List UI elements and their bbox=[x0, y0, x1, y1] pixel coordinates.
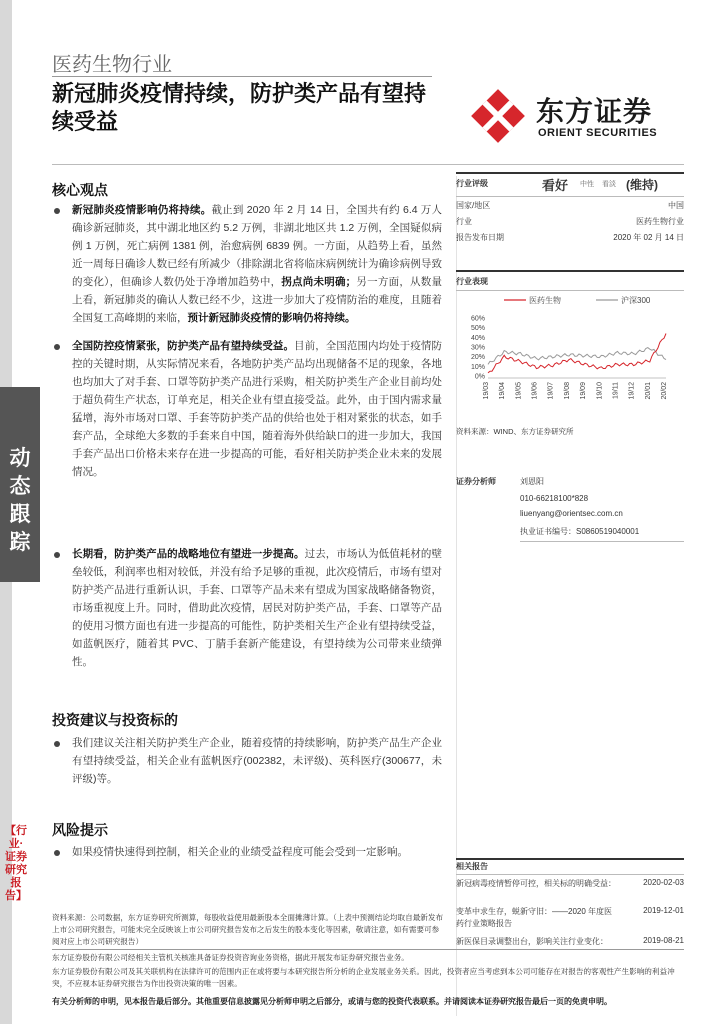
related-title[interactable]: 新冠病毒疫情暂停可控，相关标的明确受益： bbox=[456, 879, 616, 888]
x-tick-label: 19/11 bbox=[612, 382, 620, 399]
bullet-icon bbox=[54, 741, 60, 747]
core-paragraph-1 bbox=[72, 201, 442, 327]
analyst-label: 证券分析师 bbox=[456, 477, 496, 486]
chart-legend bbox=[504, 295, 651, 305]
y-tick-label: 60% bbox=[470, 315, 485, 323]
invest-heading: 投资建议与投资标的 bbox=[52, 712, 178, 728]
related-title[interactable]: 新医保目录调整出台，影响关注行业变化： bbox=[456, 937, 608, 946]
x-tick-label: 19/10 bbox=[596, 382, 604, 400]
rating-maintain: (维持) bbox=[626, 178, 658, 192]
related-divider bbox=[456, 874, 684, 875]
sector-rule bbox=[52, 76, 432, 77]
core-paragraph-2 bbox=[72, 337, 442, 481]
p2-lead: 全国防控疫情紧张，防护类产品有望持续受益。 bbox=[72, 340, 295, 352]
disclaimer-line-1: 东方证券股份有限公司经相关主管机关核准具备证券投资咨询业务资格，据此开展发布证券研究报告业务。 bbox=[52, 953, 409, 962]
legend-label: 沪深300 bbox=[621, 296, 651, 305]
p1-body-2: 另一方面，从数量上看，新冠肺炎的确认人数已经不少，这进一步加大了疫情防治的难度，且随着全国复工高峰期的来临， bbox=[72, 276, 443, 324]
x-tick-label: 19/03 bbox=[483, 382, 490, 400]
sidebar-char: 跟 bbox=[9, 503, 31, 526]
disclaimer-line-2: 东方证券股份有限公司及其关联机构在法律许可的范围内正在或将要与本研究报告所分析的企业发展业务关系。因此，投资者应当考虑到本公司可能存在对报告的客观性产生影响的利益冲突，不应视本证券研究报告为作出投资决策的唯一因素。 bbox=[52, 967, 675, 988]
related-date: 2020-02-03 bbox=[643, 878, 684, 887]
related-item[interactable] bbox=[456, 936, 684, 948]
x-tick-label: 19/12 bbox=[628, 382, 636, 400]
core-paragraph-3 bbox=[72, 545, 442, 671]
chart-y-axis bbox=[471, 316, 666, 381]
risk-heading: 风险提示 bbox=[52, 822, 108, 838]
chart-x-axis bbox=[483, 382, 668, 400]
x-tick-label: 20/02 bbox=[661, 382, 668, 400]
p1-body: 截止到 2020 年 2 月 14 日，全国共有约 6.4 万人确诊新冠肺炎，其中湖北地区约 5.2 万例，非湖北地区共 1.2 万例，全国疑似病例 1 万例，死亡病例 1381 例，治愈病例 6839 例。一方面，从趋势上看，虽然近一周每日确诊人数已经有所减少（排除湖北省将临床病例统计为确诊病例导致的变化），但确诊人数仍处于净增加趋势中， bbox=[72, 204, 443, 288]
p3-lead: 长期看，防护类产品的战略地位有望进一步提高。 bbox=[72, 548, 305, 560]
rating-info-table bbox=[456, 200, 684, 250]
chart-series bbox=[488, 334, 666, 373]
info-value: 中国 bbox=[668, 201, 684, 210]
related-list bbox=[456, 878, 684, 948]
info-row bbox=[456, 232, 684, 243]
x-tick-label: 19/09 bbox=[580, 382, 588, 400]
analyst-phone: 010-66218100*828 bbox=[520, 494, 589, 503]
p2-body: 目前，全国范围内均处于疫情防控的关键时期，从实际情况来看，各地防护类产品均出现储备不足的现象，各地也均加大了对手套、口罩等防护类产品进行采购，相关防护类生产企业目前均处于超负荷生产状态，订单充足，相关企业有望直接受益。此外，由于国内需求量猛增，海外市场对口罩、手套等防护类产品的供给也处于相对紧张的状态，如手套产品，全球绝大多数的手套来自中国，随着海外供给缺口的进一步加大，我国手套产品出口价格未来存在进一步提高的可能，看好相关防护类企业未来的发展情况。 bbox=[72, 340, 443, 478]
sector-title: 医药生物行业 bbox=[52, 54, 172, 76]
y-tick-label: 20% bbox=[470, 354, 485, 362]
rating-label: 行业评级 bbox=[456, 179, 488, 188]
sidebar-char: 踪 bbox=[9, 531, 31, 554]
logo-text-en: ORIENT SECURITIES bbox=[538, 127, 658, 139]
header-divider bbox=[52, 164, 684, 165]
x-tick-label: 19/07 bbox=[547, 382, 555, 400]
x-tick-label: 19/06 bbox=[531, 382, 539, 400]
performance-heading: 行业表现 bbox=[456, 277, 488, 286]
analyst-cert: 执业证书编号：S0860519040001 bbox=[520, 527, 640, 536]
p1-mid: 拐点尚未明确； bbox=[281, 276, 357, 288]
info-value: 医药生物行业 bbox=[636, 217, 684, 226]
disclaimer-rule bbox=[52, 949, 684, 950]
y-tick-label: 10% bbox=[470, 363, 485, 371]
bullet-icon bbox=[54, 344, 60, 350]
related-heading: 相关报告 bbox=[456, 862, 488, 871]
analyst-email[interactable]: liuenyang@orientsec.com.cn bbox=[520, 509, 623, 518]
x-tick-label: 19/08 bbox=[563, 382, 571, 400]
analyst-name: 刘恩阳 bbox=[520, 477, 544, 486]
bullet-icon bbox=[54, 208, 60, 214]
x-tick-label: 19/05 bbox=[515, 382, 523, 400]
rating-divider bbox=[456, 196, 684, 197]
industry-performance-chart bbox=[456, 292, 684, 412]
info-key: 行业 bbox=[456, 217, 472, 226]
sidebar-char: 动 bbox=[9, 447, 31, 470]
p1-end: 预计新冠肺炎疫情的影响仍将持续。 bbox=[187, 312, 356, 324]
performance-divider bbox=[456, 290, 684, 291]
performance-top-rule bbox=[456, 270, 684, 272]
related-title[interactable]: 变革中求生存，蜕新守旧：——2020 年度医药行业策略报告 bbox=[456, 907, 613, 928]
performance-source: 资料来源：WIND、东方证券研究所 bbox=[456, 427, 574, 436]
y-tick-label: 50% bbox=[470, 325, 485, 333]
p1-lead: 新冠肺炎疫情影响仍将持续。 bbox=[72, 204, 212, 216]
analyst-block bbox=[456, 476, 684, 546]
analyst-divider bbox=[520, 541, 684, 542]
related-item[interactable] bbox=[456, 878, 684, 890]
sidebar-vertical-label bbox=[8, 445, 32, 557]
info-row bbox=[456, 200, 684, 211]
risk-paragraph: 如果疫情快速得到控制，相关企业的业绩受益程度可能会受到一定影响。 bbox=[72, 846, 408, 858]
rating-top-rule bbox=[456, 172, 684, 174]
rating-bearish: 看淡 bbox=[602, 181, 616, 188]
rating-neutral: 中性 bbox=[580, 181, 594, 188]
rating-value: 看好 bbox=[542, 178, 569, 193]
x-tick-label: 20/01 bbox=[644, 382, 652, 400]
invest-paragraph: 我们建议关注相关防护类生产企业，随着疫情的持续影响，防护类产品生产企业有望持续受益，相关企业有蓝帆医疗(002382，未评级)、英科医疗(300677，未评级)等。 bbox=[72, 737, 442, 785]
y-tick-label: 40% bbox=[470, 334, 485, 342]
disclaimer-bottom: 有关分析师的申明，见本报告最后部分。其他重要信息披露见分析师申明之后部分，或请与您的投资代表联系。并请阅读本证券研究报告最后一页的免责申明。 bbox=[52, 997, 612, 1006]
p3-body: 过去，市场认为低值耗材的壁垒较低，利润率也相对较低，并没有给予足够的重视，此次疫情后，市场有望对防护类产品进行重新认识，手套、口罩等产品未来有望成为国家战略储备物资，市场重视度上升。同时，借助此次疫情，居民对防护类产品，手套、口罩等产品的使用习惯方面也有进一步提高的可能性，防护类相关生产企业有望持续受益，如蓝帆医疗，随着其 PVC、丁腈手套新产能建设，有望持续为公司带来业绩弹性。 bbox=[72, 548, 443, 668]
rating-block bbox=[456, 178, 684, 192]
core-heading: 核心观点 bbox=[52, 182, 108, 198]
info-value: 2020 年 02 月 14 日 bbox=[613, 233, 684, 242]
y-tick-label: 30% bbox=[470, 344, 485, 352]
page-title: 新冠肺炎疫情持续，防护类产品有望持续受益 bbox=[52, 81, 427, 134]
related-top-rule bbox=[456, 858, 684, 860]
info-row bbox=[456, 216, 684, 227]
logo-text-cn: 东方证券 bbox=[536, 96, 653, 127]
related-item[interactable] bbox=[456, 906, 684, 930]
related-date: 2019-12-01 bbox=[643, 906, 684, 915]
orient-logo-icon bbox=[470, 88, 526, 144]
x-tick-label: 19/04 bbox=[499, 382, 507, 400]
bullet-icon bbox=[54, 552, 60, 558]
data-source-note: 资料来源：公司数据，东方证券研究所测算，每股收益使用最新股本全面摊薄计算。（上表中预测结论均取自最新发布上市公司研究报告，可能未完全反映该上市公司研究报告发布之后发生的股本变化等因素，敬请注意，如有需要可参阅对应上市公司研究报告） bbox=[52, 913, 444, 946]
y-tick-label: 0% bbox=[474, 373, 485, 381]
bullet-icon bbox=[54, 850, 60, 856]
related-date: 2019-08-21 bbox=[643, 936, 684, 945]
info-key: 报告发布日期 bbox=[456, 233, 504, 242]
legend-label: 医药生物 bbox=[529, 296, 561, 305]
sidebar-report-tag: 【行业·证券研究报告】 bbox=[5, 825, 27, 902]
sidebar-char: 态 bbox=[9, 475, 31, 498]
info-key: 国家/地区 bbox=[456, 201, 491, 210]
